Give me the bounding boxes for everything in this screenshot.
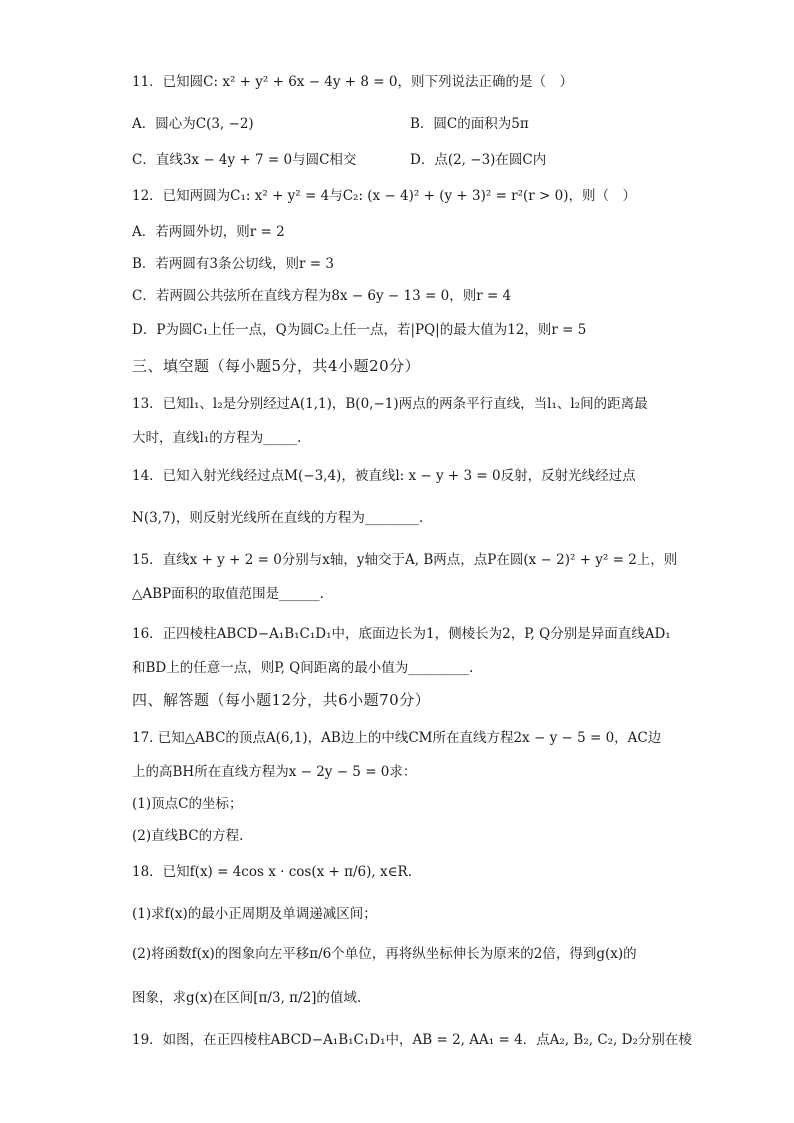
q12-option-a: A．若两圆外切，则r = 2 [132, 224, 285, 240]
q17-line-1: 17. 已知△ABC的顶点A(6,1)，AB边上的中线CM所在直线方程2x − y − 5 = 0，AC边 [132, 730, 662, 746]
q15-line-1: 15．直线x + y + 2 = 0分别与x轴，y轴交于A, B两点，点P在圆(x − 2)² + y² = 2上，则 [132, 552, 678, 568]
q17-line-2: 上的高BH所在直线方程为x − 2y − 5 = 0求： [132, 764, 417, 780]
q12-option-d: D．P为圆C₁上任一点，Q为圆C₂上任一点，若|PQ|的最大值为12，则r = 5 [132, 322, 587, 338]
q16-line-1: 16．正四棱柱ABCD−A₁B₁C₁D₁中，底面边长为1，侧棱长为2，P, Q分别是异面直线AD₁ [132, 626, 671, 642]
q11-option-b: B．圆C的面积为5π [410, 116, 529, 132]
q14-line-1: 14．已知入射光线经过点M(−3,4)，被直线l: x − y + 3 = 0反射，反射光线经过点 [132, 468, 636, 484]
q13-line-2: 大时，直线l₁的方程为_____. [132, 430, 302, 446]
q12-option-c: C．若两圆公共弦所在直线方程为8x − 6y − 13 = 0，则r = 4 [132, 288, 512, 304]
q17-part-2: (2)直线BC的方程. [132, 828, 244, 844]
q12-stem: 12．已知两圆为C₁: x² + y² = 4与C₂: (x − 4)² + (y + 3)² = r²(r > 0)，则（ ） [132, 188, 637, 204]
q13-line-1: 13．已知l₁、l₂是分别经过A(1,1)，B(0,−1)两点的两条平行直线，当l₁、l₂间的距离最 [132, 396, 648, 412]
q11-stem: 11．已知圆C: x² + y² + 6x − 4y + 8 = 0，则下列说法正确的是（ ） [132, 74, 573, 90]
q11-option-a: A．圆心为C(3, −2) [132, 116, 254, 132]
q18-part-1: (1)求f(x)的最小正周期及单调递减区间； [132, 906, 377, 922]
section-4-heading: 四、解答题（每小题12分，共6小题70分） [132, 691, 431, 709]
q11-option-d: D．点(2, −3)在圆C内 [410, 152, 547, 168]
q16-line-2: 和BD上的任意一点，则P, Q间距离的最小值为_________. [132, 660, 474, 676]
q15-line-2: △ABP面积的取值范围是______. [132, 586, 324, 602]
q18-line-1: 18．已知f(x) = 4cos x · cos(x + π/6), x∈R. [132, 864, 413, 880]
q14-line-2: N(3,7)，则反射光线所在直线的方程为________. [132, 510, 424, 526]
q18-part-2a: (2)将函数f(x)的图象向左平移π/6个单位，再将纵坐标伸长为原来的2倍，得到g(x)的 [132, 946, 637, 962]
q12-option-b: B．若两圆有3条公切线，则r = 3 [132, 256, 334, 272]
q19-line-1: 19．如图，在正四棱柱ABCD−A₁B₁C₁D₁中，AB = 2, AA₁ = 4．点A₂, B₂, C₂, D₂分别在棱 [132, 1032, 692, 1048]
section-3-heading: 三、填空题（每小题5分，共4小题20分） [132, 357, 421, 375]
q18-part-2b: 图象，求g(x)在区间[π/3, π/2]的值域. [132, 990, 362, 1006]
q11-option-c: C．直线3x − 4y + 7 = 0与圆C相交 [132, 152, 357, 168]
q17-part-1: (1)顶点C的坐标； [132, 796, 243, 812]
